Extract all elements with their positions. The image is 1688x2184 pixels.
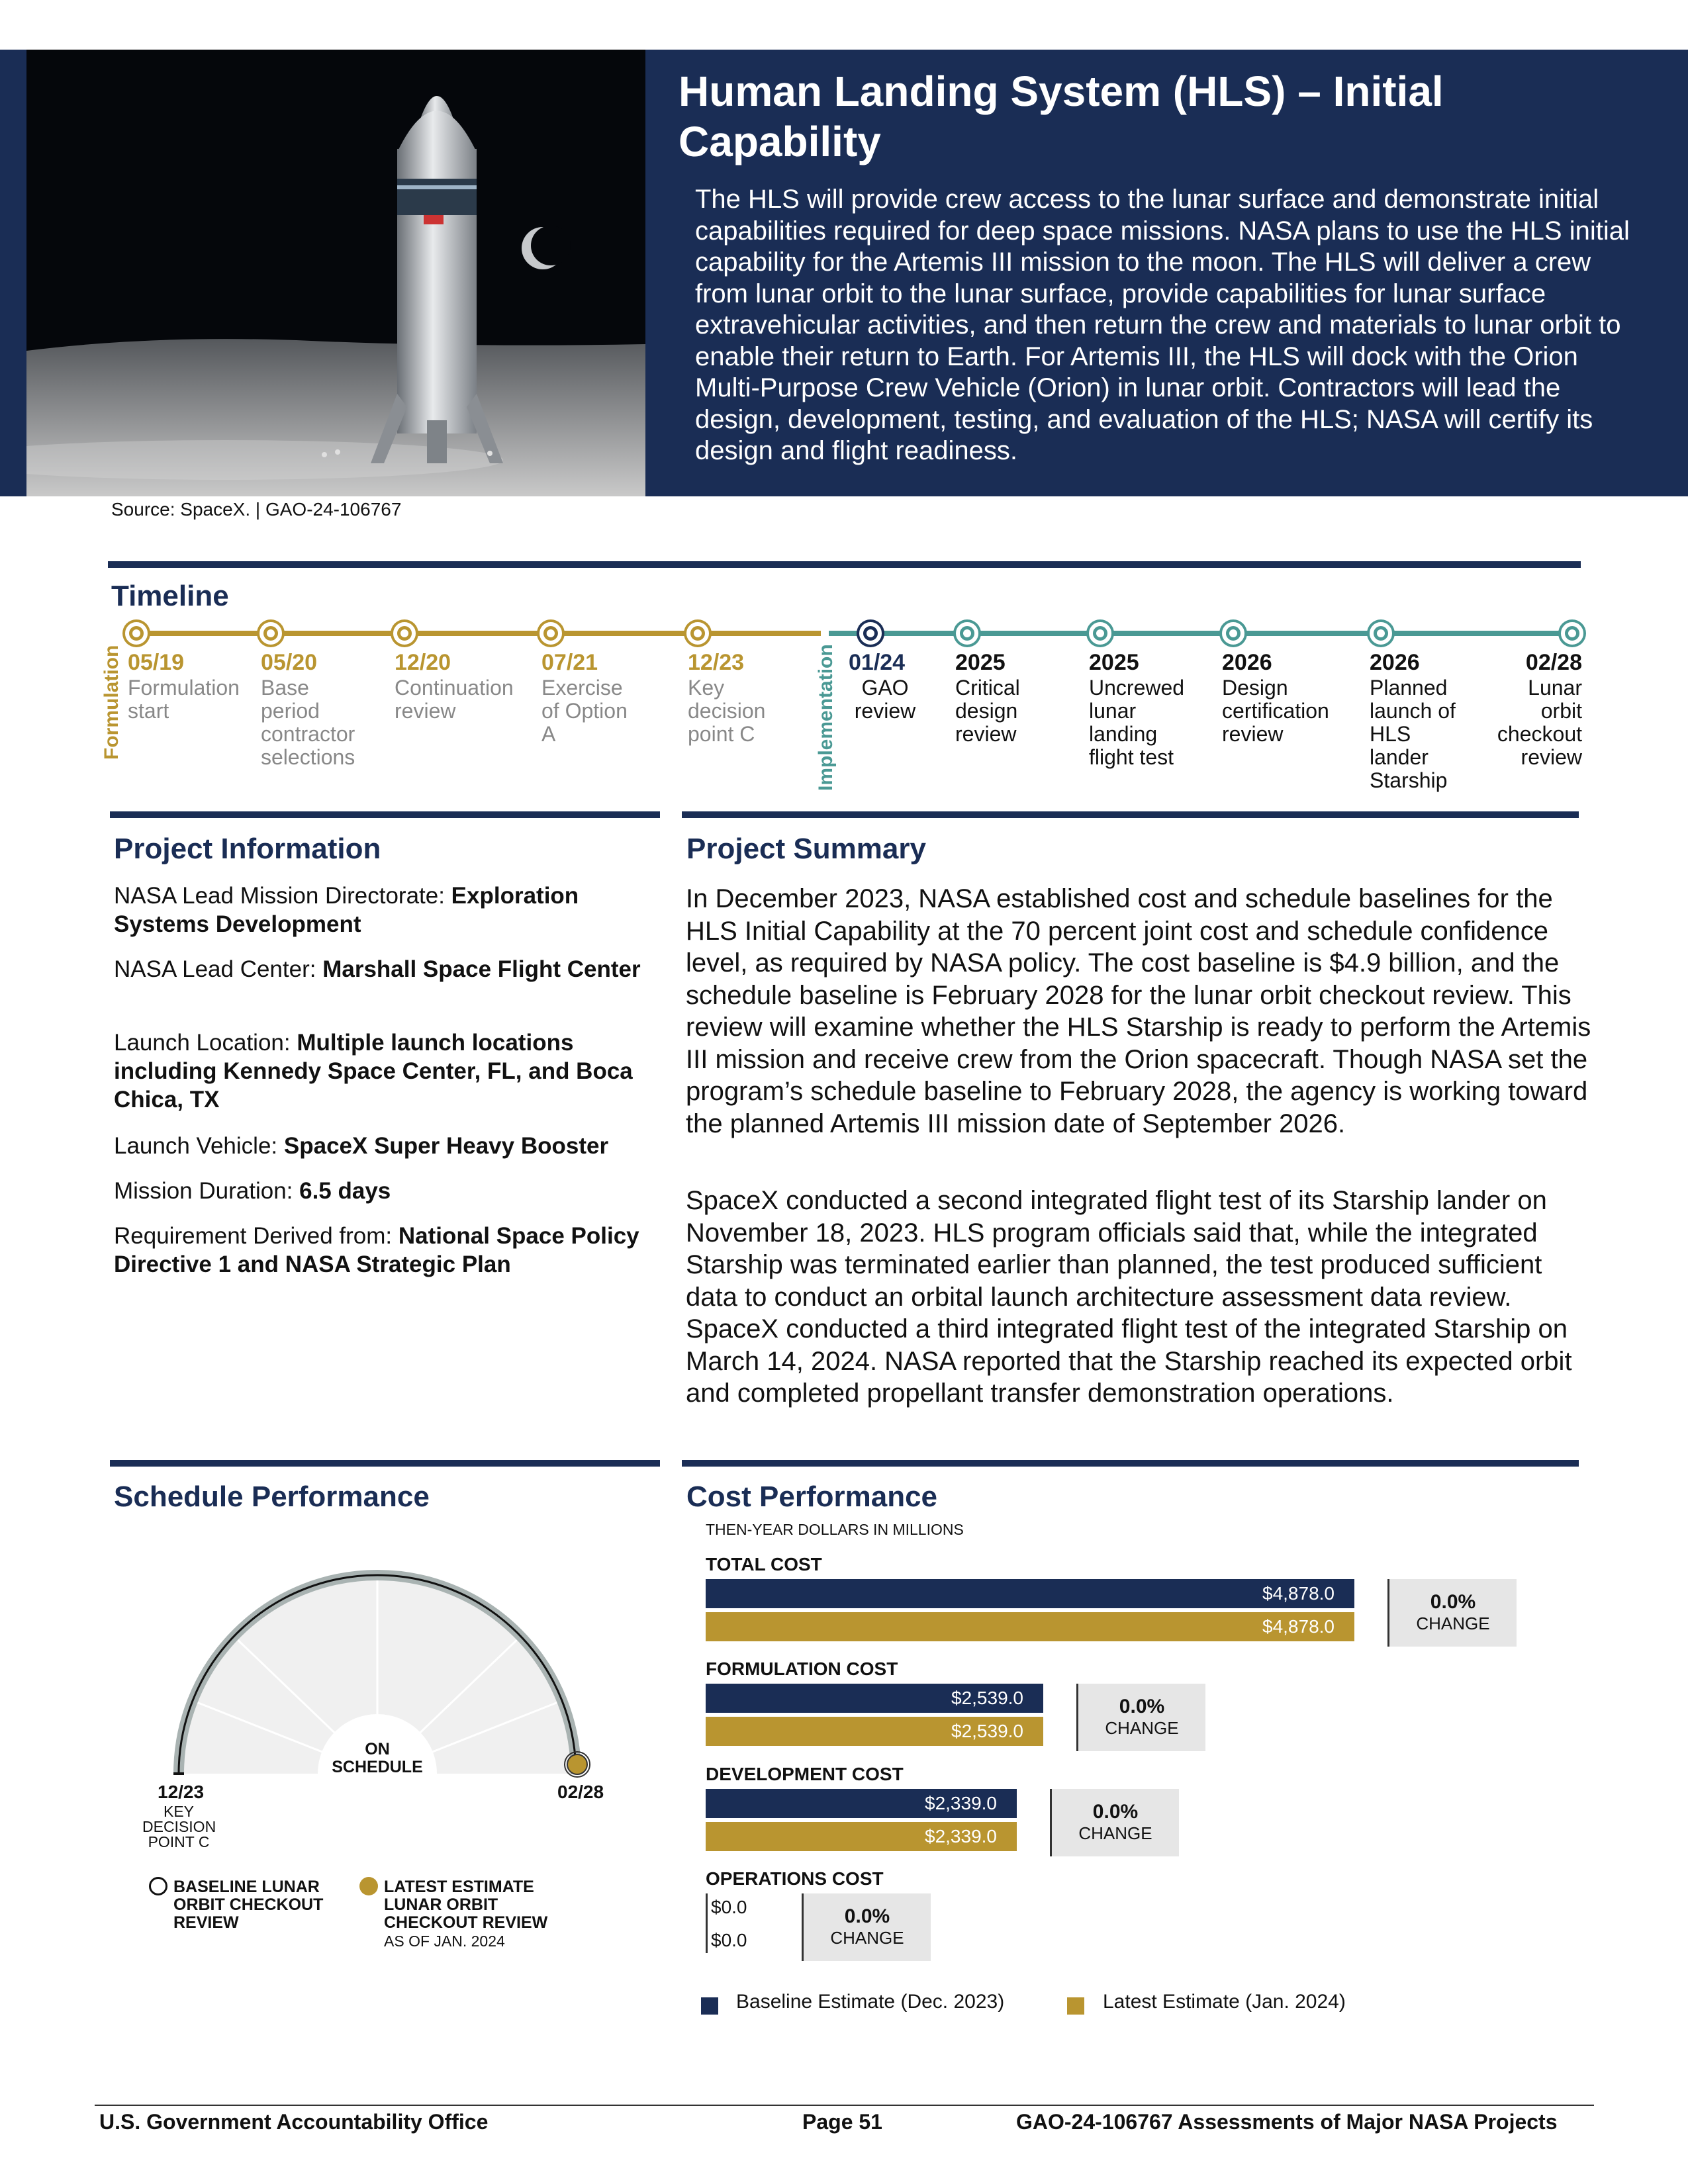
cost-change-box	[802, 1893, 931, 1961]
milestone-label: Formulation start	[128, 676, 240, 723]
change-label: CHANGE	[1416, 1614, 1490, 1633]
legend-baseline-swatch	[701, 1997, 718, 2015]
latest-value: $0.0	[711, 1930, 747, 1950]
project-description: The HLS will provide crew access to the lunar surface and demonstrate initial capabilities required for deep space missions. NASA plans to use the HLS initial capability for the Artemis III mission to the moon. The HLS will deliver a crew from lunar orbit to the lunar surface, provide capabilities for lunar surface extravehicular activities, and then return the crew and materials to lunar orbit to enable their return to Earth. For Artemis III, the HLS will dock with the Orion Multi-Purpose Crew Vehicle (Orion) in lunar orbit. Contractors will lead the design, development, testing, and evaluation of the HLS; NASA will certify its design and flight readiness.	[695, 185, 1630, 465]
legend-latest-icon	[359, 1877, 378, 1895]
formulation-line	[136, 631, 821, 636]
footer-report-id: GAO-24-106767 Assessments of Major NASA Projects	[1016, 2110, 1558, 2134]
cost-change-box	[1076, 1684, 1205, 1751]
info-lead-center: NASA Lead Center: Marshall Space Flight Center	[114, 956, 641, 982]
latest-estimate-marker	[567, 1754, 587, 1774]
change-percent: 0.0%	[844, 1905, 890, 1927]
project-info-rule	[110, 811, 660, 818]
schedule-title: Schedule Performance	[114, 1480, 430, 1513]
summary-paragraph: SpaceX conducted a second integrated flight test of its Starship lander on November 18, 2023. HLS program officials said that, while the integrated Starship was terminated earlier than planned, the test produced sufficient data to conduct an orbital launch architecture assessment data review. SpaceX conducted a third integrated flight test of the integrated Starship on March 14, 2024. NASA reported that the Starship reached its expected orbit and completed propellant transfer demonstration operations.	[686, 1186, 1572, 1408]
change-label: CHANGE	[1078, 1823, 1152, 1843]
phase-implementation-label: Implementation	[815, 644, 837, 791]
change-percent: 0.0%	[1092, 1801, 1139, 1823]
change-label: CHANGE	[830, 1928, 904, 1948]
milestone-marker	[391, 619, 418, 647]
cost-change-box	[1050, 1789, 1179, 1856]
milestone-marker	[537, 619, 565, 647]
schedule-rule	[110, 1460, 660, 1467]
legend-latest-text: Latest Estimate (Jan. 2024)	[1103, 1991, 1346, 2013]
milestone-label: Planned launch of HLS lander Starship	[1370, 676, 1456, 792]
milestone-marker	[684, 619, 712, 647]
hls-starship-image	[26, 50, 645, 496]
summary-paragraph: In December 2023, NASA established cost and schedule baselines for the HLS Initial Capability at the 70 percent joint cost and schedule confidence level, as required by NASA policy. The cost baseline is $4.9 billion, and the schedule baseline is February 2028 for the lunar orbit checkout review. This review will examine whether the HLS Starship is ready to perform the Artemis III mission and receive crew from the Orion spacecraft. Though NASA set the program’s schedule baseline to February 2028, the agency is working toward the planned Artemis III mission date of September 2026.	[686, 884, 1591, 1138]
baseline-value: $0.0	[711, 1897, 747, 1917]
legend-latest-label: LATEST ESTIMATE LUNAR ORBIT CHECKOUT REVIEW	[384, 1878, 548, 1932]
legend-latest-swatch	[1067, 1997, 1084, 2015]
cost-category-label: FORMULATION COST	[706, 1659, 898, 1679]
legend-baseline-label: BASELINE LUNAR ORBIT CHECKOUT REVIEW	[173, 1878, 324, 1932]
info-launch-vehicle: Launch Vehicle: SpaceX Super Heavy Booster	[114, 1133, 609, 1159]
project-summary-rule	[682, 811, 1579, 818]
info-launch-location: Launch Location: Multiple launch locations including Kennedy Space Center, FL, and Boca Chica, TX	[114, 1030, 633, 1113]
milestone-marker-current	[857, 619, 884, 647]
cost-category-label: OPERATIONS COST	[706, 1868, 884, 1889]
milestone-label: Key decision point C	[688, 676, 766, 746]
milestone-date: 2026	[1370, 650, 1420, 675]
milestone-label: Exercise of Option A	[541, 676, 628, 746]
legend-latest-asof: AS OF JAN. 2024	[384, 1933, 505, 1950]
baseline-bar: $2,339.0	[706, 1789, 1017, 1818]
schedule-start-date: 12/23	[158, 1782, 205, 1802]
timeline-title: Timeline	[111, 580, 229, 612]
cost-category-label: DEVELOPMENT COST	[706, 1764, 904, 1784]
milestone-date: 12/23	[688, 650, 745, 675]
milestone-date: 05/20	[261, 650, 318, 675]
legend-baseline-text: Baseline Estimate (Dec. 2023)	[736, 1991, 1005, 2013]
milestone-marker	[122, 619, 150, 647]
milestone-label: Critical design review	[955, 676, 1020, 746]
page-title: Human Landing System (HLS) – Initial Capability	[679, 68, 1444, 165]
change-label: CHANGE	[1105, 1718, 1179, 1738]
timeline-rule	[108, 561, 1581, 568]
implementation-line	[829, 631, 1573, 636]
milestone-date: 2026	[1222, 650, 1272, 675]
milestone-label: Lunar orbit checkout review	[1497, 676, 1582, 769]
milestone-label: Uncrewed lunar landing flight test	[1089, 676, 1185, 769]
info-mission-duration: Mission Duration: 6.5 days	[114, 1178, 391, 1204]
cost-change-box	[1387, 1579, 1517, 1647]
footer-org: U.S. Government Accountability Office	[99, 2110, 489, 2134]
latest-bar: $2,339.0	[706, 1822, 1017, 1851]
footer-rule	[95, 2105, 1594, 2106]
cost-category-label: TOTAL COST	[706, 1554, 822, 1574]
milestone-date: 2025	[1089, 650, 1139, 675]
milestone-marker	[1219, 619, 1247, 647]
milestone-marker	[1558, 619, 1586, 647]
latest-bar: $4,878.0	[706, 1612, 1354, 1641]
lunar-lander-illustration	[26, 50, 645, 496]
milestone-label: Design certification review	[1222, 676, 1329, 746]
schedule-start-label: KEY DECISION POINT C	[142, 1803, 216, 1850]
milestone-label: Continuation review	[395, 676, 514, 723]
milestone-date: 2025	[955, 650, 1006, 675]
baseline-bar: $2,539.0	[706, 1684, 1043, 1713]
baseline-bar: $4,878.0	[706, 1579, 1354, 1608]
schedule-end-date: 02/28	[557, 1782, 604, 1802]
latest-bar: $2,539.0	[706, 1717, 1043, 1746]
project-summary-title: Project Summary	[686, 833, 926, 865]
phase-formulation-label: Formulation	[101, 645, 122, 760]
milestone-date: 02/28	[1525, 650, 1582, 675]
footer-page-number: Page 51	[802, 2110, 882, 2134]
cost-title: Cost Performance	[686, 1480, 938, 1513]
milestone-label: Base period contractor selections	[261, 676, 355, 769]
milestone-date: 12/20	[395, 650, 451, 675]
change-percent: 0.0%	[1430, 1591, 1476, 1613]
info-requirement: Requirement Derived from: National Space Policy Directive 1 and NASA Strategic Plan	[114, 1223, 639, 1277]
milestone-marker	[1367, 619, 1395, 647]
legend-baseline-icon	[149, 1877, 167, 1895]
milestone-date: 07/21	[541, 650, 598, 675]
project-info-title: Project Information	[114, 833, 381, 865]
cost-units: THEN-YEAR DOLLARS IN MILLIONS	[706, 1521, 964, 1538]
milestone-marker	[257, 619, 285, 647]
schedule-status: ON SCHEDULE	[332, 1740, 423, 1776]
cost-rule	[682, 1460, 1579, 1467]
milestone-marker	[953, 619, 981, 647]
milestone-date: 01/24	[849, 650, 906, 675]
milestone-date: 05/19	[128, 650, 185, 675]
info-mission-directorate: NASA Lead Mission Directorate: Exploration Systems Development	[114, 883, 579, 937]
change-percent: 0.0%	[1119, 1696, 1165, 1717]
zero-axis	[706, 1893, 708, 1953]
milestone-marker	[1086, 619, 1114, 647]
milestone-label: GAO review	[854, 676, 916, 723]
image-source: Source: SpaceX. | GAO-24-106767	[111, 499, 402, 520]
